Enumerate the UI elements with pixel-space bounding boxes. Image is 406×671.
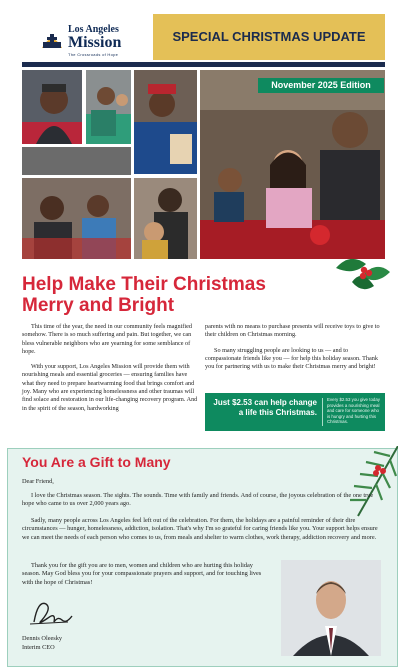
logo-tagline: The Crossroads of Hope (68, 52, 119, 57)
banner-title: SPECIAL CHRISTMAS UPDATE (172, 29, 366, 44)
photo-women-with-groceries (22, 178, 131, 259)
edition-badge (258, 78, 384, 93)
photo-boy-with-woman (134, 178, 197, 259)
body-paragraph: This time of the year, the need in our community feels magnified somehow. There is so much suffering and pain. But together, we can bless vulnerable neighbors who are yearning for some semblance of hope. (22, 323, 192, 355)
callout-divider (322, 398, 323, 426)
letter-title: You Are a Gift to Many (22, 454, 171, 470)
callout-headline: Just $2.53 can help change a life this Christmas. (213, 398, 317, 417)
photo-father-and-daughter (200, 70, 385, 259)
letter-salutation: Dear Friend, (22, 478, 54, 485)
callout-detail: Every $2.53 you give today provides a nourishing meal and care for someone who is hungry and hurting this Christmas. (327, 397, 380, 425)
signer-title: Interim CEO (22, 644, 55, 651)
edition-label: November 2025 Edition (271, 80, 371, 90)
donation-callout (205, 393, 385, 431)
header-divider (22, 62, 385, 67)
body-paragraph: So many struggling people are looking to us — and to compassionate friends like you — for help this holiday season. Thank you for partnering with us to make their Christmas merry and bright! (205, 346, 378, 371)
logo-line-1: Los Angeles (68, 24, 119, 35)
header-banner (153, 14, 385, 60)
ceo-portrait (281, 560, 381, 656)
photo-man-with-groceries (134, 70, 197, 174)
photo-man-smiling (22, 70, 82, 144)
body-paragraph: parents with no means to purchase presents will receive toys to give to their children on Christmas morning. (205, 323, 380, 339)
holly-icon (332, 246, 392, 294)
signature-icon (28, 596, 76, 630)
logo (22, 22, 142, 62)
letter-paragraph: Thank you for the gift you are to men, women and children who are hurting this holiday season. May God bless you for your compassionate prayers and support, and for touching lives with the hope of Christmas! (22, 562, 262, 586)
body-paragraph: With your support, Los Angeles Mission will provide them with nourishing meals and essential groceries — ensuring families have what they need to prepare heartwarming food that brings comfort and joy. Many who are experiencing homelessness and other traumas will find solace and restoration in our life-changing recovery program. And in the spirit of the season, hardworking (22, 363, 198, 412)
letter-paragraph: I love the Christmas season. The sights. The sounds. Time with family and friends. And of course, the joyous celebration of the one true hope who came to us over 2,000 years ago. (22, 492, 374, 508)
letter-paragraph: Sadly, many people across Los Angeles feel left out of the celebration. For them, the holidays are a painful reminder of their dire circumstances — hunger, homelessness, addiction, isolation. That's why I'm so grateful for caring friends like you. Your support helps ensure we can meet the needs of each person who comes to us, from meals and shelter to warm clothes, work therapy, addiction recovery and more. (22, 517, 378, 541)
headline: Help Make Their Christmas Merry and Bright (22, 274, 266, 316)
mission-logo-icon (40, 28, 64, 50)
body-column-right (205, 323, 385, 378)
logo-line-2: Mission (68, 34, 122, 51)
signer-name: Dennis Oleesky (22, 635, 63, 642)
pine-branch-icon (338, 446, 398, 528)
body-column-left (22, 323, 198, 420)
photo-thin-strip (22, 147, 131, 175)
photo-volunteers (86, 70, 131, 144)
